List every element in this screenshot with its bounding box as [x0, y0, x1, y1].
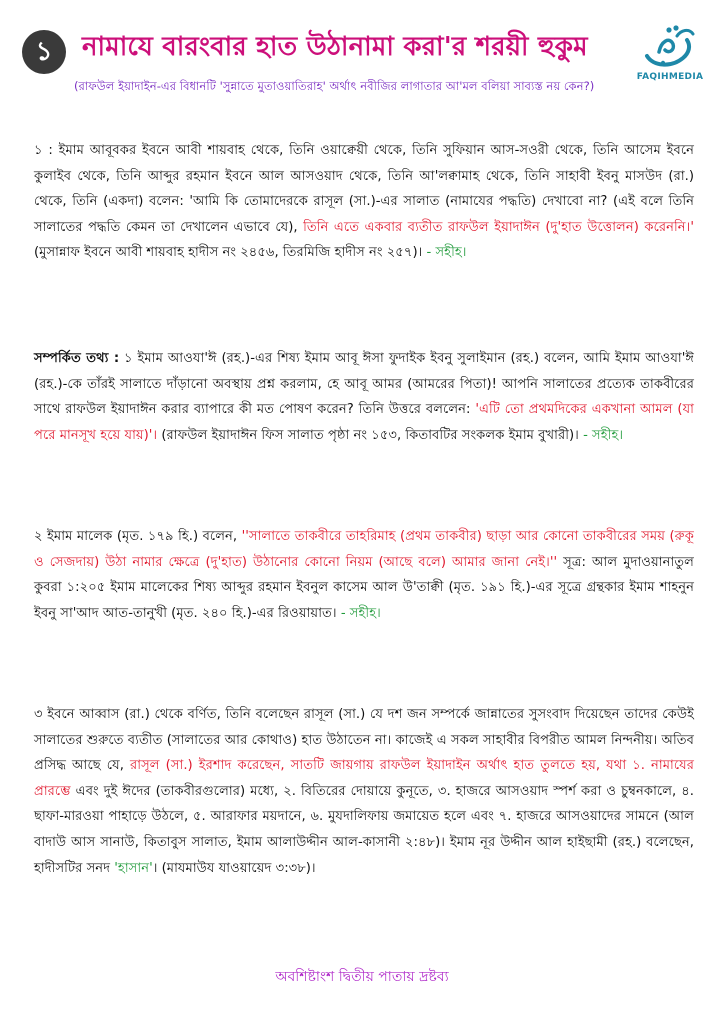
- paragraph-1: [34, 138, 694, 266]
- paragraph-4: [34, 702, 694, 881]
- logo-wordmark: FAQIHMEDIA: [636, 72, 704, 82]
- p4-emphasis: রাসূল (সা.) ইরশাদ করেছেন, সাতটি জায়গায় রাফউল ইয়াদাইন অর্থাৎ হাত তুলতে হয়, যথা ১. নামাযের প্রারম্ভে: [34, 758, 694, 799]
- p2-grade: - সহীহ।: [583, 427, 624, 443]
- p1-grade: - সহীহ।: [426, 245, 467, 261]
- p2-text: ১ ইমাম আওযা'ঈ (রহ.)-এর শিষ্য ইমাম আবূ ঈসা ফুদাইক ইবনু সুলাইমান (রহ.) বলেন, আমি ইমাম আওযা'ঈ (রহ.)-কে তাঁরই সালাতে দাঁড়ানো অবস্থায় প্রশ্ন করলাম, হে আবূ আমর (আমরের পিতা)! আপনি সালাতের প্রত্যেক তাকবীরের সাথে রাফউল ইয়াদাঈন করার ব্যাপারে কী মত পোষণ করেন? তিনি উত্তরে বললেন:: [34, 351, 694, 418]
- paragraph-3: [34, 524, 694, 626]
- p4-continuation: এবং দুই ঈদের (তাকবীরগুলোর) মধ্যে, ২. বিতিরের দোয়ায়ে কুনূতে, ৩. হাজরে আসওয়াদ স্পর্শ করা ও চুম্বনকালে, ৪. ছাফা-মারওয়া পাহাড়ে উঠলে, ৫. আরাফার ময়দানে, ৬. মুযদালিফায় জমায়েত হলে এবং ৭. হাজরে আসওয়াদের সামনে (আল বাদাউ আস সানাউ, কিতাবুস সালাত, ইমাম আলাউদ্দীন আল-কাসানী ২:৪৮)। ইমাম নূর উদ্দীন আল হাইছামী (রহ.) বলেছেন, হাদীসটির সনদ: [34, 783, 694, 876]
- continued-note: অবশিষ্টাংশ দ্বিতীয় পাতায় দ্রষ্টব্য: [275, 969, 449, 985]
- p1-emphasis: তিনি এতে একবার ব্যতীত রাফউল ইয়াদাঈন (দু'হাত উত্তোলন) করেননি।': [303, 219, 694, 235]
- header: [0, 0, 724, 110]
- calligraphy-logo-icon: [639, 22, 701, 74]
- page-subtitle: (রাফউল ইয়াদাইন-এর বিধানটি 'সুন্নাতে মুতাওয়াতিরাহ' অর্থাৎ নবীজির লাগাতার আ'মল বলিয়া সাব্যস্ত নয় কেন?): [74, 79, 595, 93]
- page-title: নামাযে বারংবার হাত উঠানামা করা'র শরয়ী হুকুম: [82, 32, 588, 62]
- p1-text: ১ : ইমাম আবূবকর ইবনে আবী শায়বাহ থেকে, তিনি ওয়াক্বেয়ী থেকে, তিনি সুফিয়ান আস-সওরী থেকে, তিনি আসেম ইবনে কুলাইব থেকে, তিনি আব্দুর রহমান ইবনে আল আসওয়াদ থেকে, তিনি আ'লক্বামাহ থেকে, তিনি সাহাবী ইবনু মাসউদ (রা.) থেকে, তিনি (একদা) বলেন: 'আমি কি তোমাদেরকে রাসূল (সা.)-এর সালাত (নামাযের পদ্ধতি) দেখাবো না? (এই বলে তিনি সালাতের পদ্ধতি কেমন তা দেখালেন এভাবে যে),: [34, 143, 694, 235]
- related-info-label: সম্পর্কিত তথ্য :: [34, 351, 120, 366]
- faqihmedia-logo: [630, 22, 710, 92]
- p3-grade: - সহীহ।: [340, 605, 381, 621]
- paragraph-2: [34, 346, 694, 448]
- p4-grade: 'হাসান': [114, 860, 153, 876]
- p4-text: ৩ ইবনে আব্বাস (রা.) থেকে বর্ণিত, তিনি বলেছেন রাসূল (সা.) যে দশ জন সম্পর্কে জান্নাতের সুসংবাদ দিয়েছেন তাদের কেউই সালাতের শুরুতে ব্যতীত (সালাতের আর কোথাও) হাত উঠাতেন না। কাজেই এ সকল সাহাবীর বিপরীত আমল নিন্দনীয়। অতিব প্রসিদ্ধ আছে যে,: [34, 707, 694, 774]
- p3-reference: সূত্র: আল মুদাওয়ানাতুল কুবরা ১:২০৫ ইমাম মালেকের শিষ্য আব্দুর রহমান ইবনুল কাসেম আল উ'তাক্বী (মৃত. ১৯১ হি.)-এর সূত্রে গ্রন্থকার ইমাম শাহনুন ইবনু সা'আদ আত-তানুখী (মৃত. ২৪০ হি.)-এর রিওয়ায়াত।: [34, 554, 694, 621]
- p3-text: ২ ইমাম মালেক (মৃত. ১৭৯ হি.) বলেন,: [34, 529, 242, 544]
- p2-reference: (রাফউল ইয়াদাঈন ফিস সালাত পৃষ্ঠা নং ১৫৩, কিতাবটির সংকলক ইমাম বুখারী)।: [157, 427, 584, 443]
- p3-emphasis: ''সালাতে তাকবীরে তাহরিমাহ (প্রথম তাকবীর) ছাড়া আর কোনো তাকবীরের সময় (রুকূ ও সেজদায়) উঠা নামার ক্ষেত্রে (দু'হাত) উঠানোর কোনো নিয়ম (আছে বলে) আমার জানা নেই।'': [34, 529, 694, 570]
- p1-reference: (মুসান্নাফ ইবনে আবী শায়বাহ হাদীস নং ২৪৫৬, তিরমিজি হাদীস নং ২৫৭)।: [34, 245, 427, 261]
- page-number-badge: ১: [22, 30, 66, 74]
- p2-emphasis: 'এটি তো প্রথমদিকের একখানা আমল (যা পরে মানসূখ হয়ে যায়)'।: [34, 402, 694, 443]
- p4-reference: । (মাযমাউয যাওয়ায়েদ ৩:৩৮)।: [152, 860, 316, 876]
